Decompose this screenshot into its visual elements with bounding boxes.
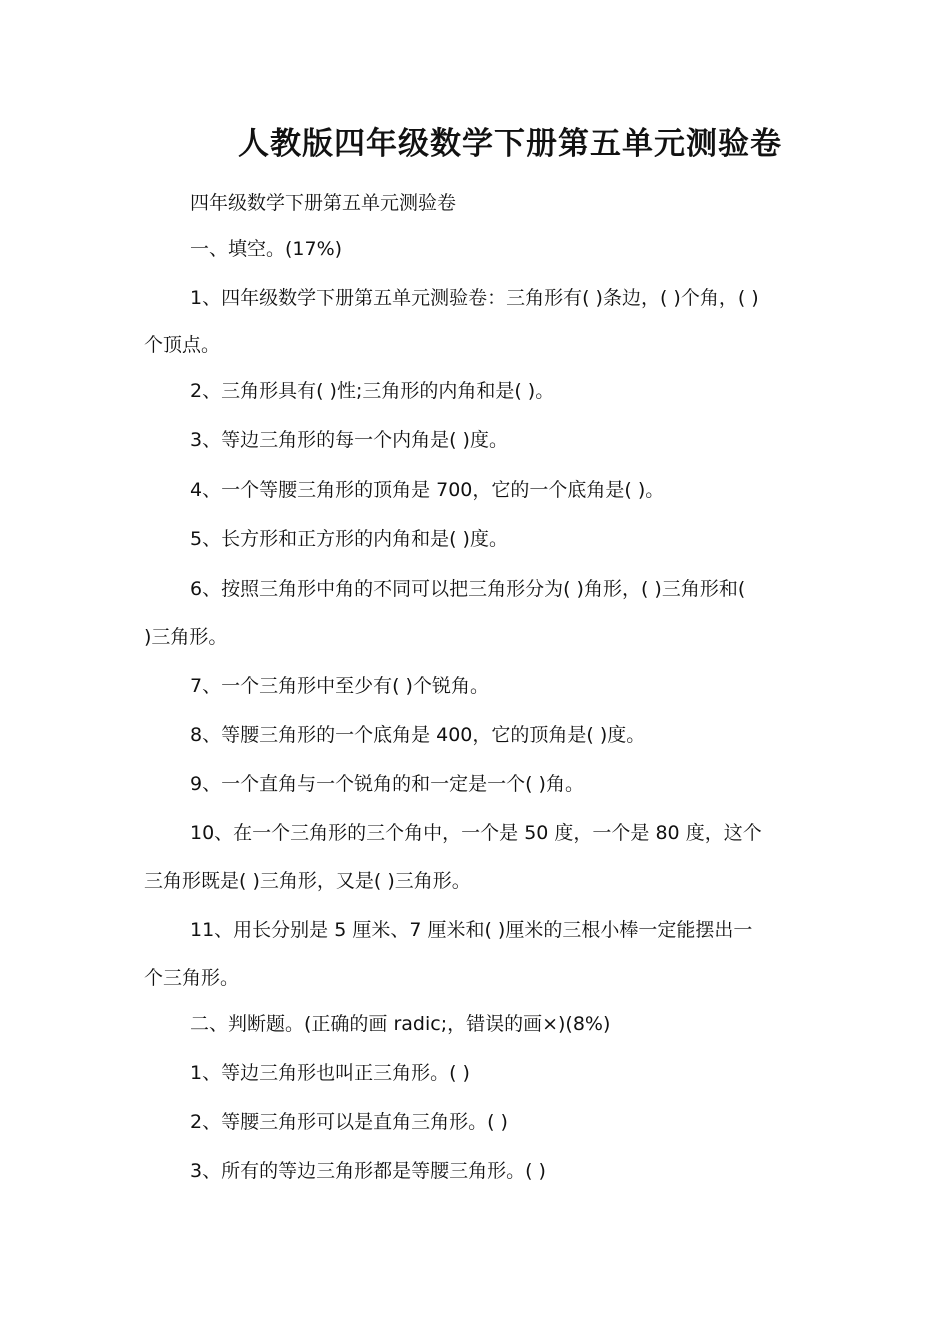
question-line: 5、长方形和正方形的内角和是( )度。 [190,528,508,550]
question-line-continued: 三角形既是( )三角形，又是( )三角形。 [144,870,471,892]
question-line: 11、用长分别是 5 厘米、7 厘米和( )厘米的三根小棒一定能摆出一 [190,919,753,941]
question-line: 3、所有的等边三角形都是等腰三角形。( ) [190,1160,546,1182]
question-line-continued: 个三角形。 [144,967,240,989]
question-line-continued: )三角形。 [144,626,228,648]
question-line: 1、等边三角形也叫正三角形。( ) [190,1062,470,1084]
section-heading-true-false: 二、判断题。(正确的画 radic;，错误的画×)(8%) [190,1013,611,1035]
question-line: 1、四年级数学下册第五单元测验卷：三角形有( )条边，( )个角，( ) [190,287,759,309]
question-line: 2、等腰三角形可以是直角三角形。( ) [190,1111,508,1133]
question-line: 7、一个三角形中至少有( )个锐角。 [190,675,489,697]
document-title: 人教版四年级数学下册第五单元测验卷 [238,126,782,162]
question-line: 6、按照三角形中角的不同可以把三角形分为( )角形，( )三角形和( [190,578,746,600]
section-heading-fill-blank: 一、填空。(17%) [190,238,343,260]
question-line: 10、在一个三角形的三个角中，一个是 50 度，一个是 80 度，这个 [190,822,762,844]
question-line: 8、等腰三角形的一个底角是 400，它的顶角是( )度。 [190,724,646,746]
question-line: 3、等边三角形的每一个内角是( )度。 [190,429,508,451]
question-line-continued: 个顶点。 [144,334,221,356]
question-line: 4、一个等腰三角形的顶角是 700，它的一个底角是( )。 [190,479,665,501]
document-subtitle: 四年级数学下册第五单元测验卷 [190,192,457,214]
question-line: 2、三角形具有( )性;三角形的内角和是( )。 [190,380,555,402]
question-line: 9、一个直角与一个锐角的和一定是一个( )角。 [190,773,584,795]
